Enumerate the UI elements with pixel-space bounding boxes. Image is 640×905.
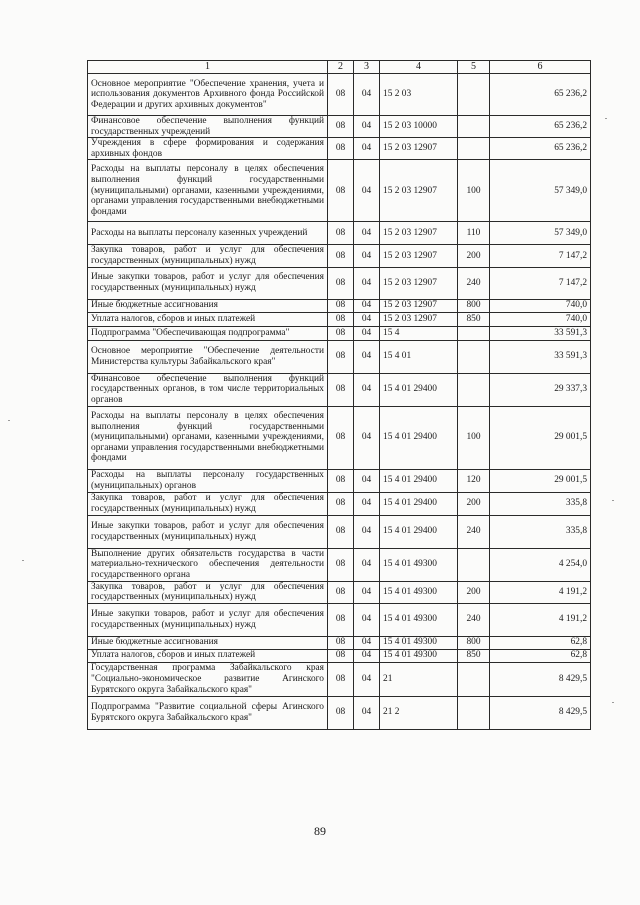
cell-section: 08 xyxy=(328,299,354,312)
cell-amount: 57 349,0 xyxy=(490,222,591,245)
cell-name: Расходы на выплаты персоналу в целях обеспечения выполнения функций государственными (муниципальными) органами, казенными учреждениями, органами управления государственными внебюджетными фондами xyxy=(88,406,328,469)
table-row xyxy=(88,267,591,299)
cell-subsection: 04 xyxy=(354,74,380,116)
cell-target-code: 15 4 01 29400 xyxy=(380,373,458,406)
cell-amount: 29 001,5 xyxy=(490,469,591,492)
cell-amount: 4 254,0 xyxy=(490,548,591,581)
cell-expense-type: 850 xyxy=(458,649,490,662)
cell-amount: 65 236,2 xyxy=(490,74,591,116)
table-row xyxy=(88,326,591,340)
cell-expense-type xyxy=(458,138,490,160)
cell-target-code: 15 2 03 12907 xyxy=(380,299,458,312)
page-number: 89 xyxy=(314,824,326,838)
cell-expense-type xyxy=(458,340,490,373)
cell-subsection: 04 xyxy=(354,299,380,312)
cell-subsection: 04 xyxy=(354,662,380,696)
cell-expense-type xyxy=(458,662,490,696)
cell-amount: 740,0 xyxy=(490,299,591,312)
cell-expense-type: 240 xyxy=(458,267,490,299)
cell-target-code: 15 4 01 49300 xyxy=(380,603,458,636)
scan-speck xyxy=(605,118,607,119)
cell-section: 08 xyxy=(328,515,354,548)
cell-section: 08 xyxy=(328,469,354,492)
cell-section: 08 xyxy=(328,603,354,636)
cell-name: Иные бюджетные ассигнования xyxy=(88,299,328,312)
table-row xyxy=(88,662,591,696)
scan-speck xyxy=(612,500,614,501)
table-row xyxy=(88,581,591,603)
table-row xyxy=(88,649,591,662)
cell-name: Закупка товаров, работ и услуг для обеспечения государственных (муниципальных) нужд xyxy=(88,245,328,267)
cell-subsection: 04 xyxy=(354,603,380,636)
cell-name: Закупка товаров, работ и услуг для обеспечения государственных (муниципальных) нужд xyxy=(88,492,328,515)
cell-target-code: 15 4 01 49300 xyxy=(380,636,458,649)
cell-amount: 65 236,2 xyxy=(490,116,591,138)
table-row xyxy=(88,222,591,245)
table-row xyxy=(88,636,591,649)
cell-expense-type: 850 xyxy=(458,312,490,326)
cell-target-code: 15 4 01 29400 xyxy=(380,469,458,492)
cell-amount: 7 147,2 xyxy=(490,245,591,267)
cell-name: Подпрограмма "Обеспечивающая подпрограмма" xyxy=(88,326,328,340)
table-row xyxy=(88,548,591,581)
cell-subsection: 04 xyxy=(354,312,380,326)
budget-table xyxy=(87,60,591,730)
table-row xyxy=(88,406,591,469)
cell-target-code: 21 xyxy=(380,662,458,696)
column-header: 4 xyxy=(380,61,458,74)
cell-name: Уплата налогов, сборов и иных платежей xyxy=(88,312,328,326)
cell-amount: 29 001,5 xyxy=(490,406,591,469)
cell-expense-type xyxy=(458,326,490,340)
cell-name: Расходы на выплаты персоналу казенных учреждений xyxy=(88,222,328,245)
cell-subsection: 04 xyxy=(354,116,380,138)
cell-section: 08 xyxy=(328,649,354,662)
column-header: 5 xyxy=(458,61,490,74)
cell-subsection: 04 xyxy=(354,340,380,373)
cell-section: 08 xyxy=(328,548,354,581)
cell-amount: 740,0 xyxy=(490,312,591,326)
table-row xyxy=(88,340,591,373)
cell-name: Расходы на выплаты персоналу в целях обеспечения выполнения функций государственными (муниципальными) органами, казенными учреждениями, органами управления государственными внебюджетными фондами xyxy=(88,160,328,222)
column-header: 1 xyxy=(88,61,328,74)
cell-section: 08 xyxy=(328,245,354,267)
cell-name: Иные закупки товаров, работ и услуг для обеспечения государственных (муниципальных) нужд xyxy=(88,267,328,299)
cell-subsection: 04 xyxy=(354,548,380,581)
cell-name: Закупка товаров, работ и услуг для обеспечения государственных (муниципальных) нужд xyxy=(88,581,328,603)
cell-expense-type: 200 xyxy=(458,581,490,603)
cell-subsection: 04 xyxy=(354,636,380,649)
cell-amount: 57 349,0 xyxy=(490,160,591,222)
cell-target-code: 15 4 01 29400 xyxy=(380,406,458,469)
cell-name: Уплата налогов, сборов и иных платежей xyxy=(88,649,328,662)
cell-section: 08 xyxy=(328,116,354,138)
column-header: 6 xyxy=(490,61,591,74)
cell-section: 08 xyxy=(328,406,354,469)
cell-amount: 7 147,2 xyxy=(490,267,591,299)
cell-subsection: 04 xyxy=(354,406,380,469)
cell-section: 08 xyxy=(328,636,354,649)
cell-section: 08 xyxy=(328,340,354,373)
cell-expense-type: 240 xyxy=(458,515,490,548)
table-row xyxy=(88,116,591,138)
cell-target-code: 15 4 xyxy=(380,326,458,340)
cell-subsection: 04 xyxy=(354,696,380,729)
cell-section: 08 xyxy=(328,696,354,729)
cell-subsection: 04 xyxy=(354,581,380,603)
cell-amount: 33 591,3 xyxy=(490,326,591,340)
cell-name: Основное мероприятие "Обеспечение деятельности Министерства культуры Забайкальского края" xyxy=(88,340,328,373)
cell-expense-type: 800 xyxy=(458,636,490,649)
cell-section: 08 xyxy=(328,222,354,245)
cell-subsection: 04 xyxy=(354,469,380,492)
cell-name: Расходы на выплаты персоналу государственных (муниципальных) органов xyxy=(88,469,328,492)
cell-expense-type: 100 xyxy=(458,160,490,222)
cell-name: Иные закупки товаров, работ и услуг для обеспечения государственных (муниципальных) нужд xyxy=(88,603,328,636)
column-header: 3 xyxy=(354,61,380,74)
cell-target-code: 15 4 01 49300 xyxy=(380,581,458,603)
cell-name: Основное мероприятие "Обеспечение хранения, учета и использования документов Архивного фонда Российской Федерации и других архивных документов" xyxy=(88,74,328,116)
cell-section: 08 xyxy=(328,74,354,116)
scan-speck xyxy=(612,702,614,703)
cell-target-code: 15 2 03 12907 xyxy=(380,222,458,245)
table-row xyxy=(88,299,591,312)
cell-expense-type xyxy=(458,373,490,406)
cell-target-code: 15 4 01 49300 xyxy=(380,649,458,662)
cell-expense-type xyxy=(458,116,490,138)
cell-expense-type: 200 xyxy=(458,492,490,515)
cell-target-code: 15 2 03 12907 xyxy=(380,245,458,267)
cell-amount: 8 429,5 xyxy=(490,696,591,729)
cell-section: 08 xyxy=(328,267,354,299)
cell-expense-type: 120 xyxy=(458,469,490,492)
table-row xyxy=(88,74,591,116)
cell-section: 08 xyxy=(328,160,354,222)
cell-amount: 62,8 xyxy=(490,649,591,662)
cell-name: Выполнение других обязательств государства в части материально-технического обеспечения деятельности государственного органа xyxy=(88,548,328,581)
cell-amount: 62,8 xyxy=(490,636,591,649)
cell-subsection: 04 xyxy=(354,492,380,515)
table-row xyxy=(88,492,591,515)
table-body xyxy=(88,74,591,730)
cell-section: 08 xyxy=(328,581,354,603)
table-row xyxy=(88,373,591,406)
cell-expense-type xyxy=(458,696,490,729)
cell-target-code: 15 4 01 29400 xyxy=(380,492,458,515)
cell-subsection: 04 xyxy=(354,267,380,299)
cell-subsection: 04 xyxy=(354,245,380,267)
cell-target-code: 15 2 03 xyxy=(380,74,458,116)
scan-speck xyxy=(22,560,24,561)
cell-amount: 65 236,2 xyxy=(490,138,591,160)
cell-target-code: 15 2 03 12907 xyxy=(380,312,458,326)
cell-name: Иные закупки товаров, работ и услуг для обеспечения государственных (муниципальных) нужд xyxy=(88,515,328,548)
cell-subsection: 04 xyxy=(354,515,380,548)
scan-speck xyxy=(8,420,10,421)
cell-target-code: 15 2 03 12907 xyxy=(380,138,458,160)
cell-section: 08 xyxy=(328,373,354,406)
cell-name: Подпрограмма "Развитие социальной сферы Агинского Бурятского округа Забайкальского края" xyxy=(88,696,328,729)
cell-target-code: 15 4 01 xyxy=(380,340,458,373)
cell-amount: 4 191,2 xyxy=(490,603,591,636)
table-row xyxy=(88,160,591,222)
cell-target-code: 21 2 xyxy=(380,696,458,729)
cell-subsection: 04 xyxy=(354,373,380,406)
cell-subsection: 04 xyxy=(354,160,380,222)
cell-name: Иные бюджетные ассигнования xyxy=(88,636,328,649)
cell-target-code: 15 4 01 49300 xyxy=(380,548,458,581)
cell-target-code: 15 2 03 12907 xyxy=(380,160,458,222)
cell-section: 08 xyxy=(328,312,354,326)
table-header-row xyxy=(88,61,591,74)
cell-subsection: 04 xyxy=(354,326,380,340)
cell-name: Финансовое обеспечение выполнения функций государственных учреждений xyxy=(88,116,328,138)
column-header: 2 xyxy=(328,61,354,74)
table-row xyxy=(88,245,591,267)
cell-expense-type: 240 xyxy=(458,603,490,636)
cell-expense-type xyxy=(458,74,490,116)
table-row xyxy=(88,603,591,636)
cell-amount: 29 337,3 xyxy=(490,373,591,406)
cell-amount: 8 429,5 xyxy=(490,662,591,696)
cell-expense-type: 100 xyxy=(458,406,490,469)
cell-section: 08 xyxy=(328,662,354,696)
cell-amount: 4 191,2 xyxy=(490,581,591,603)
cell-name: Государственная программа Забайкальского края "Социально-экономическое развитие Агинского Бурятского округа Забайкальского края" xyxy=(88,662,328,696)
table-row xyxy=(88,312,591,326)
cell-section: 08 xyxy=(328,492,354,515)
table-row xyxy=(88,469,591,492)
cell-section: 08 xyxy=(328,138,354,160)
cell-expense-type: 800 xyxy=(458,299,490,312)
cell-amount: 335,8 xyxy=(490,515,591,548)
table-row xyxy=(88,138,591,160)
cell-name: Финансовое обеспечение выполнения функций государственных органов, в том числе территориальных органов xyxy=(88,373,328,406)
cell-name: Учреждения в сфере формирования и содержания архивных фондов xyxy=(88,138,328,160)
cell-subsection: 04 xyxy=(354,138,380,160)
table-row xyxy=(88,696,591,729)
cell-target-code: 15 4 01 29400 xyxy=(380,515,458,548)
cell-expense-type: 110 xyxy=(458,222,490,245)
cell-target-code: 15 2 03 10000 xyxy=(380,116,458,138)
cell-amount: 335,8 xyxy=(490,492,591,515)
cell-target-code: 15 2 03 12907 xyxy=(380,267,458,299)
cell-expense-type xyxy=(458,548,490,581)
cell-expense-type: 200 xyxy=(458,245,490,267)
table-row xyxy=(88,515,591,548)
cell-amount: 33 591,3 xyxy=(490,340,591,373)
cell-subsection: 04 xyxy=(354,649,380,662)
cell-subsection: 04 xyxy=(354,222,380,245)
cell-section: 08 xyxy=(328,326,354,340)
